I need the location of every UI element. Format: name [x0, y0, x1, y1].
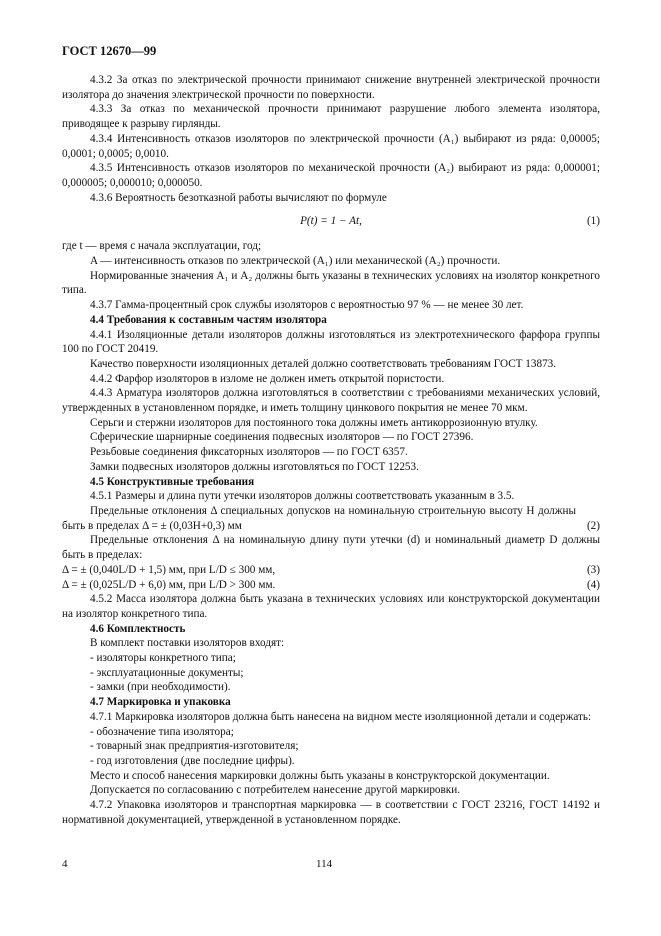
paragraph: Сферические шарнирные соединения подвесных изоляторов — по ГОСТ 27396. [90, 431, 474, 444]
sheet-number: 114 [316, 858, 333, 870]
section-title-4-5: 4.5 Конструктивные требования [90, 475, 255, 488]
formula-text: P(t) = 1 − At, [300, 215, 362, 228]
formula-1 [62, 211, 600, 231]
paragraph: 4.4.1 Изоляционные детали изоляторов должны изготовляться из электротехнического фарфора группы 100 по ГОСТ 20419. [62, 328, 600, 356]
formula-number: (3) [586, 563, 600, 576]
paragraph: где t — время с начала эксплуатации, год; [62, 240, 262, 253]
paragraph: 4.5.2 Масса изолятора должна быть указана в технических условиях или конструкторской документации на изолятор конкретного типа. [62, 593, 600, 620]
paragraph: Замки подвесных изоляторов должны изготовляться по ГОСТ 12253. [90, 460, 419, 473]
paragraph: Нормированные значения A₁ и A₂ должны быть указаны в технических условиях на изолятор конкретного типа. [62, 269, 600, 297]
formula-text: Δ = ± (0,040L/D + 1,5) мм, при L/D ≤ 300 мм, [62, 563, 276, 576]
formula-number: (2) [586, 519, 600, 532]
paragraph: 4.7.2 Упаковка изоляторов и транспортная маркировка — в соответствии с ГОСТ 23216, ГОСТ 14192 и нормативной документацией, утвержденной в установленном порядке. [62, 799, 600, 826]
paragraph: 4.3.2 За отказ по электрической прочности принимают снижение внутренней электрической прочности изолятора до значения электрической прочности по поверхности. [62, 74, 600, 101]
list-item: - замки (при необходимости). [90, 681, 231, 694]
paragraph: Предельные отклонения Δ специальных допусков на номинальную строительную высоту H должны быть в пределах Δ = ± (0,03H+0,3) мм [62, 504, 576, 532]
paragraph: Серьги и стержни изоляторов для постоянного тока должны иметь антикоррозионную втулку. [90, 416, 538, 429]
document-header: ГОСТ 12670—99 [62, 44, 157, 58]
paragraph: Резьбовые соединения фиксаторных изоляторов — по ГОСТ 6357. [90, 446, 408, 459]
paragraph: В комплект поставки изоляторов входят: [90, 637, 285, 650]
paragraph: 4.7.1 Маркировка изоляторов должна быть нанесена на видном месте изоляционной детали и содержать: [90, 710, 592, 723]
list-item: - год изготовления (две последние цифры). [90, 754, 295, 767]
page-number: 4 [62, 858, 68, 870]
formula-3 [62, 563, 600, 578]
paragraph: 4.5.1 Размеры и длина пути утечки изоляторов должны соответствовать указанным в 3.5. [90, 490, 515, 503]
paragraph: A — интенсивность отказов по электрической (A₁) или механической (A₂) прочности. [90, 255, 501, 268]
section-title-4-4: 4.4 Требования к составным частям изолятора [90, 313, 327, 326]
formula-4 [62, 578, 600, 593]
list-item: - обозначение типа изолятора; [90, 725, 234, 738]
paragraph: Допускается по согласованию с потребителем нанесение другой маркировки. [90, 784, 461, 797]
formula-number: (1) [586, 215, 600, 228]
formula-number: (4) [586, 578, 600, 591]
list-item: - товарный знак предприятия-изготовителя; [90, 740, 299, 753]
document-body [62, 73, 600, 827]
paragraph: 4.3.6 Вероятность безотказной работы вычисляют по формуле [90, 191, 387, 204]
paragraph: Качество поверхности изоляционных деталей должно соответствовать требованиям ГОСТ 13873. [90, 357, 557, 370]
paragraph: 4.3.4 Интенсивность отказов изоляторов по электрической прочности (A₁) выбирают из ряда: 0,00005; 0,0001; 0,0005; 0,0010. [62, 132, 600, 160]
section-title-4-7: 4.7 Маркировка и упаковка [90, 696, 231, 709]
paragraph: 4.4.2 Фарфор изоляторов в изломе не должен иметь открытой пористости. [90, 372, 445, 385]
paragraph: 4.3.7 Гамма-процентный срок службы изоляторов с вероятностью 97 % — не менее 30 лет. [90, 299, 524, 312]
list-item: - эксплуатационные документы; [90, 666, 244, 679]
section-title-4-6: 4.6 Комплектность [90, 622, 186, 635]
paragraph: 4.3.3 За отказ по механической прочности принимают разрушение любого элемента изолятора, приводящее к разрыву гирлянды. [62, 103, 600, 131]
list-item: - изоляторы конкретного типа; [90, 652, 236, 665]
paragraph: Место и способ нанесения маркировки должны быть указаны в конструкторской документации. [90, 769, 550, 782]
paragraph: Предельные отклонения Δ на номинальную длину пути утечки (d) и номинальный диаметр D должны быть в пределах: [62, 534, 600, 562]
formula-text: Δ = ± (0,025L/D + 6,0) мм, при L/D > 300 мм. [62, 578, 276, 591]
paragraph: 4.3.5 Интенсивность отказов изоляторов по механической прочности (A₂) выбирают из ряда: 0,000001; 0,000005; 0,000010; 0,000050. [62, 162, 600, 189]
paragraph: 4.4.3 Арматура изоляторов должна изготовляться в соответствии с требованиями механических условий, утвержденных в установленном порядке, и иметь толщину цинкового покрытия не менее 70 мкм. [62, 387, 600, 415]
formula-2 [62, 504, 600, 533]
